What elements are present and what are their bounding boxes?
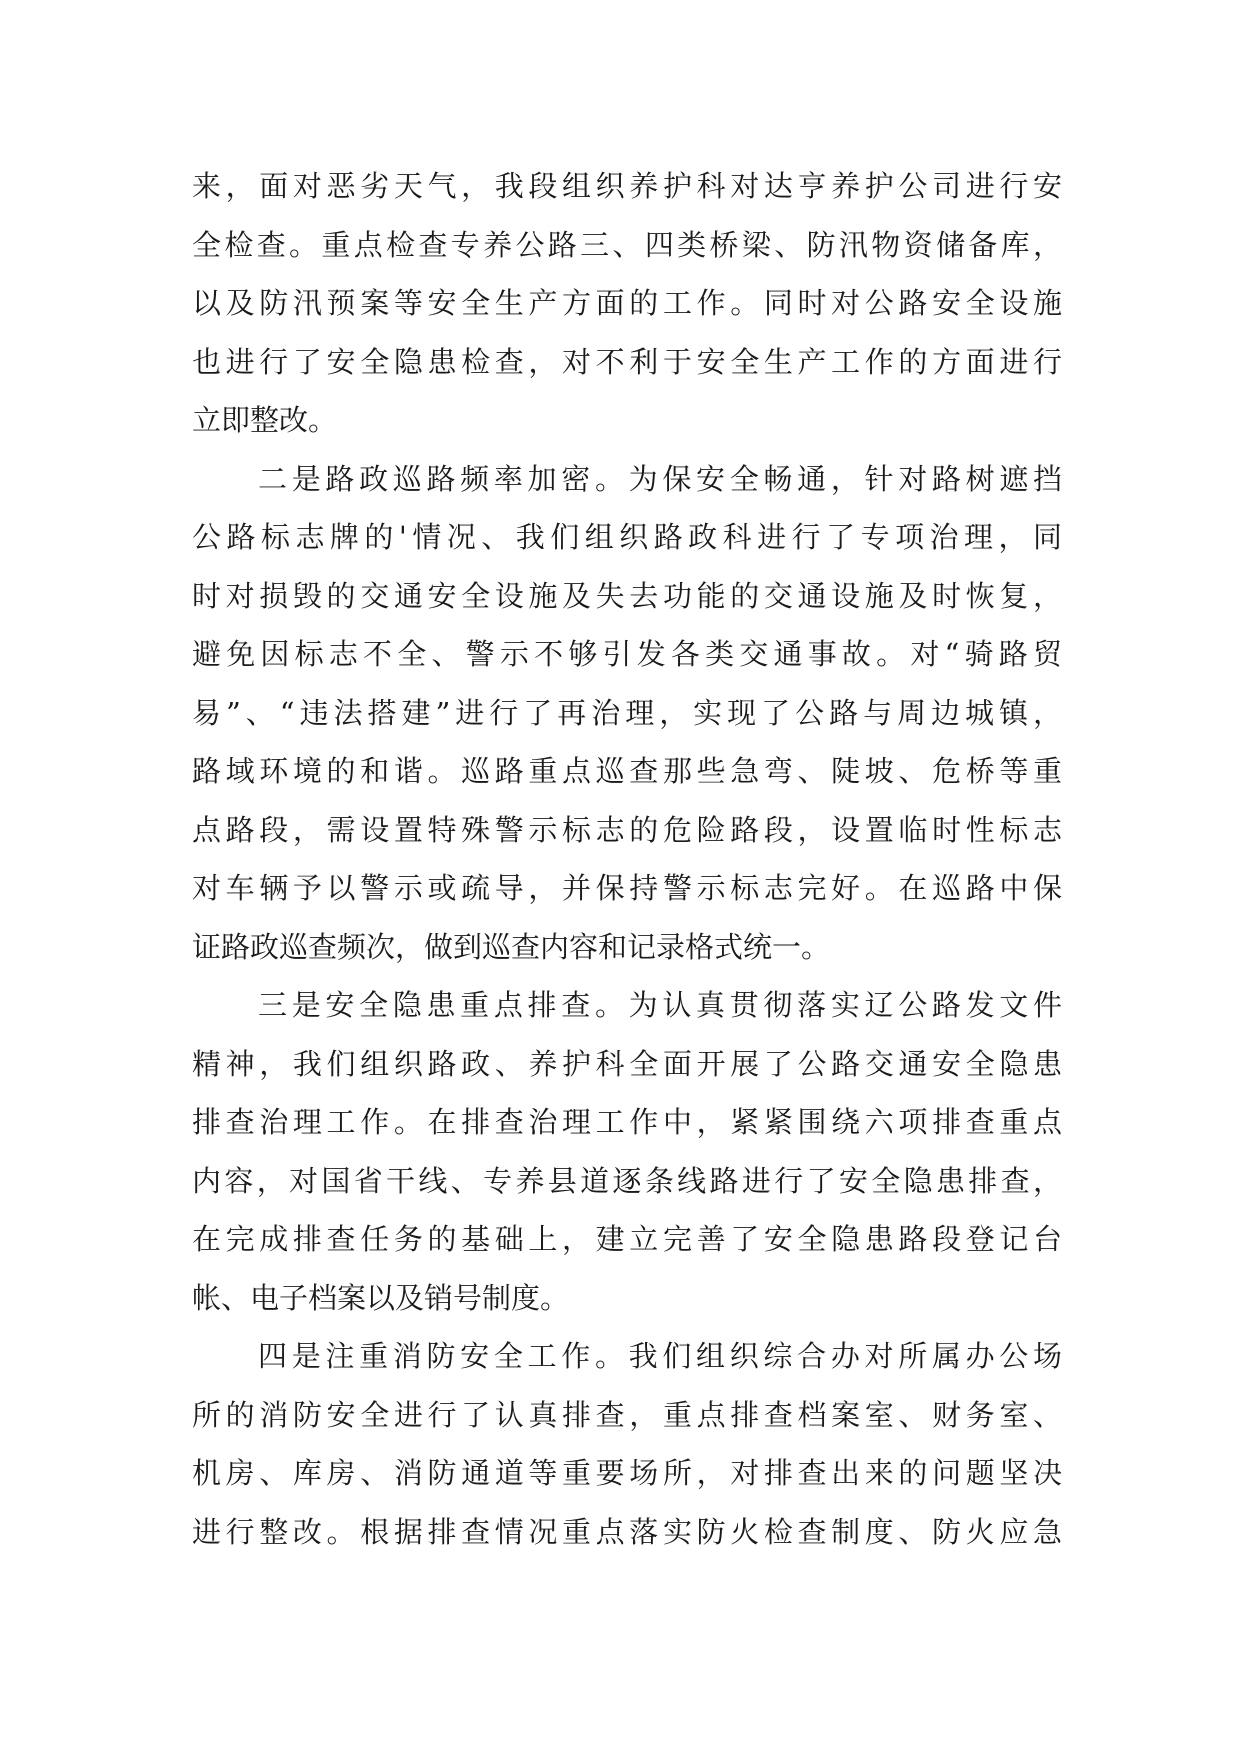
paragraph-start-line: 四是注重消防安全工作。我们组织综合办对所属办公场: [258, 1339, 1062, 1373]
text-line: 对车辆予以警示或疏导，并保持警示标志完好。在巡路中保: [192, 871, 1062, 905]
text-line: 来，面对恶劣天气，我段组织养护科对达亨养护公司进行安: [192, 169, 1062, 203]
text-line: 全检查。重点检查专养公路三、四类桥梁、防汛物资储备库，: [192, 227, 1062, 262]
document-body: [192, 157, 1062, 1561]
text-line: 在完成排查任务的基础上，建立完善了安全隐患路段登记台: [192, 1222, 1062, 1256]
paragraph-start-line: 二是路政巡路频率加密。为保安全畅通，针对路树遮挡: [258, 461, 1062, 496]
text-line: 时对损毁的交通安全设施及失去功能的交通设施及时恢复，: [192, 578, 1062, 613]
text-line: 也进行了安全隐患检查，对不利于安全生产工作的方面进行: [192, 344, 1062, 379]
text-line: 易”、“违法搭建”进行了再治理，实现了公路与周边城镇，: [192, 695, 1062, 730]
text-line: 帐、电子档案以及销号制度。: [192, 1280, 570, 1315]
text-line: 路域环境的和谐。巡路重点巡查那些急弯、陡坡、危桥等重: [192, 754, 1062, 788]
text-line: 证路政巡查频次，做到巡查内容和记录格式统一。: [192, 929, 831, 964]
text-line: 进行整改。根据排查情况重点落实防火检查制度、防火应急: [192, 1514, 1062, 1549]
text-line: 内容，对国省干线、专养县道逐条线路进行了安全隐患排查，: [192, 1163, 1062, 1198]
text-line: 所的消防安全进行了认真排查，重点排查档案室、财务室、: [192, 1397, 1062, 1432]
text-line: 排查治理工作。在排查治理工作中，紧紧围绕六项排查重点: [192, 1105, 1062, 1139]
paragraph-start-line: 三是安全隐患重点排查。为认真贯彻落实辽公路发文件: [258, 988, 1062, 1022]
text-line: 避免因标志不全、警示不够引发各类交通事故。对“骑路贸: [192, 637, 1062, 671]
text-line: 机房、库房、消防通道等重要场所，对排查出来的问题坚决: [192, 1456, 1062, 1490]
text-line: 以及防汛预案等安全生产方面的工作。同时对公路安全设施: [192, 286, 1062, 320]
text-line: 立即整改。: [192, 403, 338, 437]
text-line: 点路段，需设置特殊警示标志的危险路段，设置临时性标志: [192, 812, 1062, 847]
text-line: 精神，我们组织路政、养护科全面开展了公路交通安全隐患: [192, 1046, 1062, 1081]
text-line: 公路标志牌的'情况、我们组织路政科进行了专项治理，同: [192, 520, 1062, 554]
